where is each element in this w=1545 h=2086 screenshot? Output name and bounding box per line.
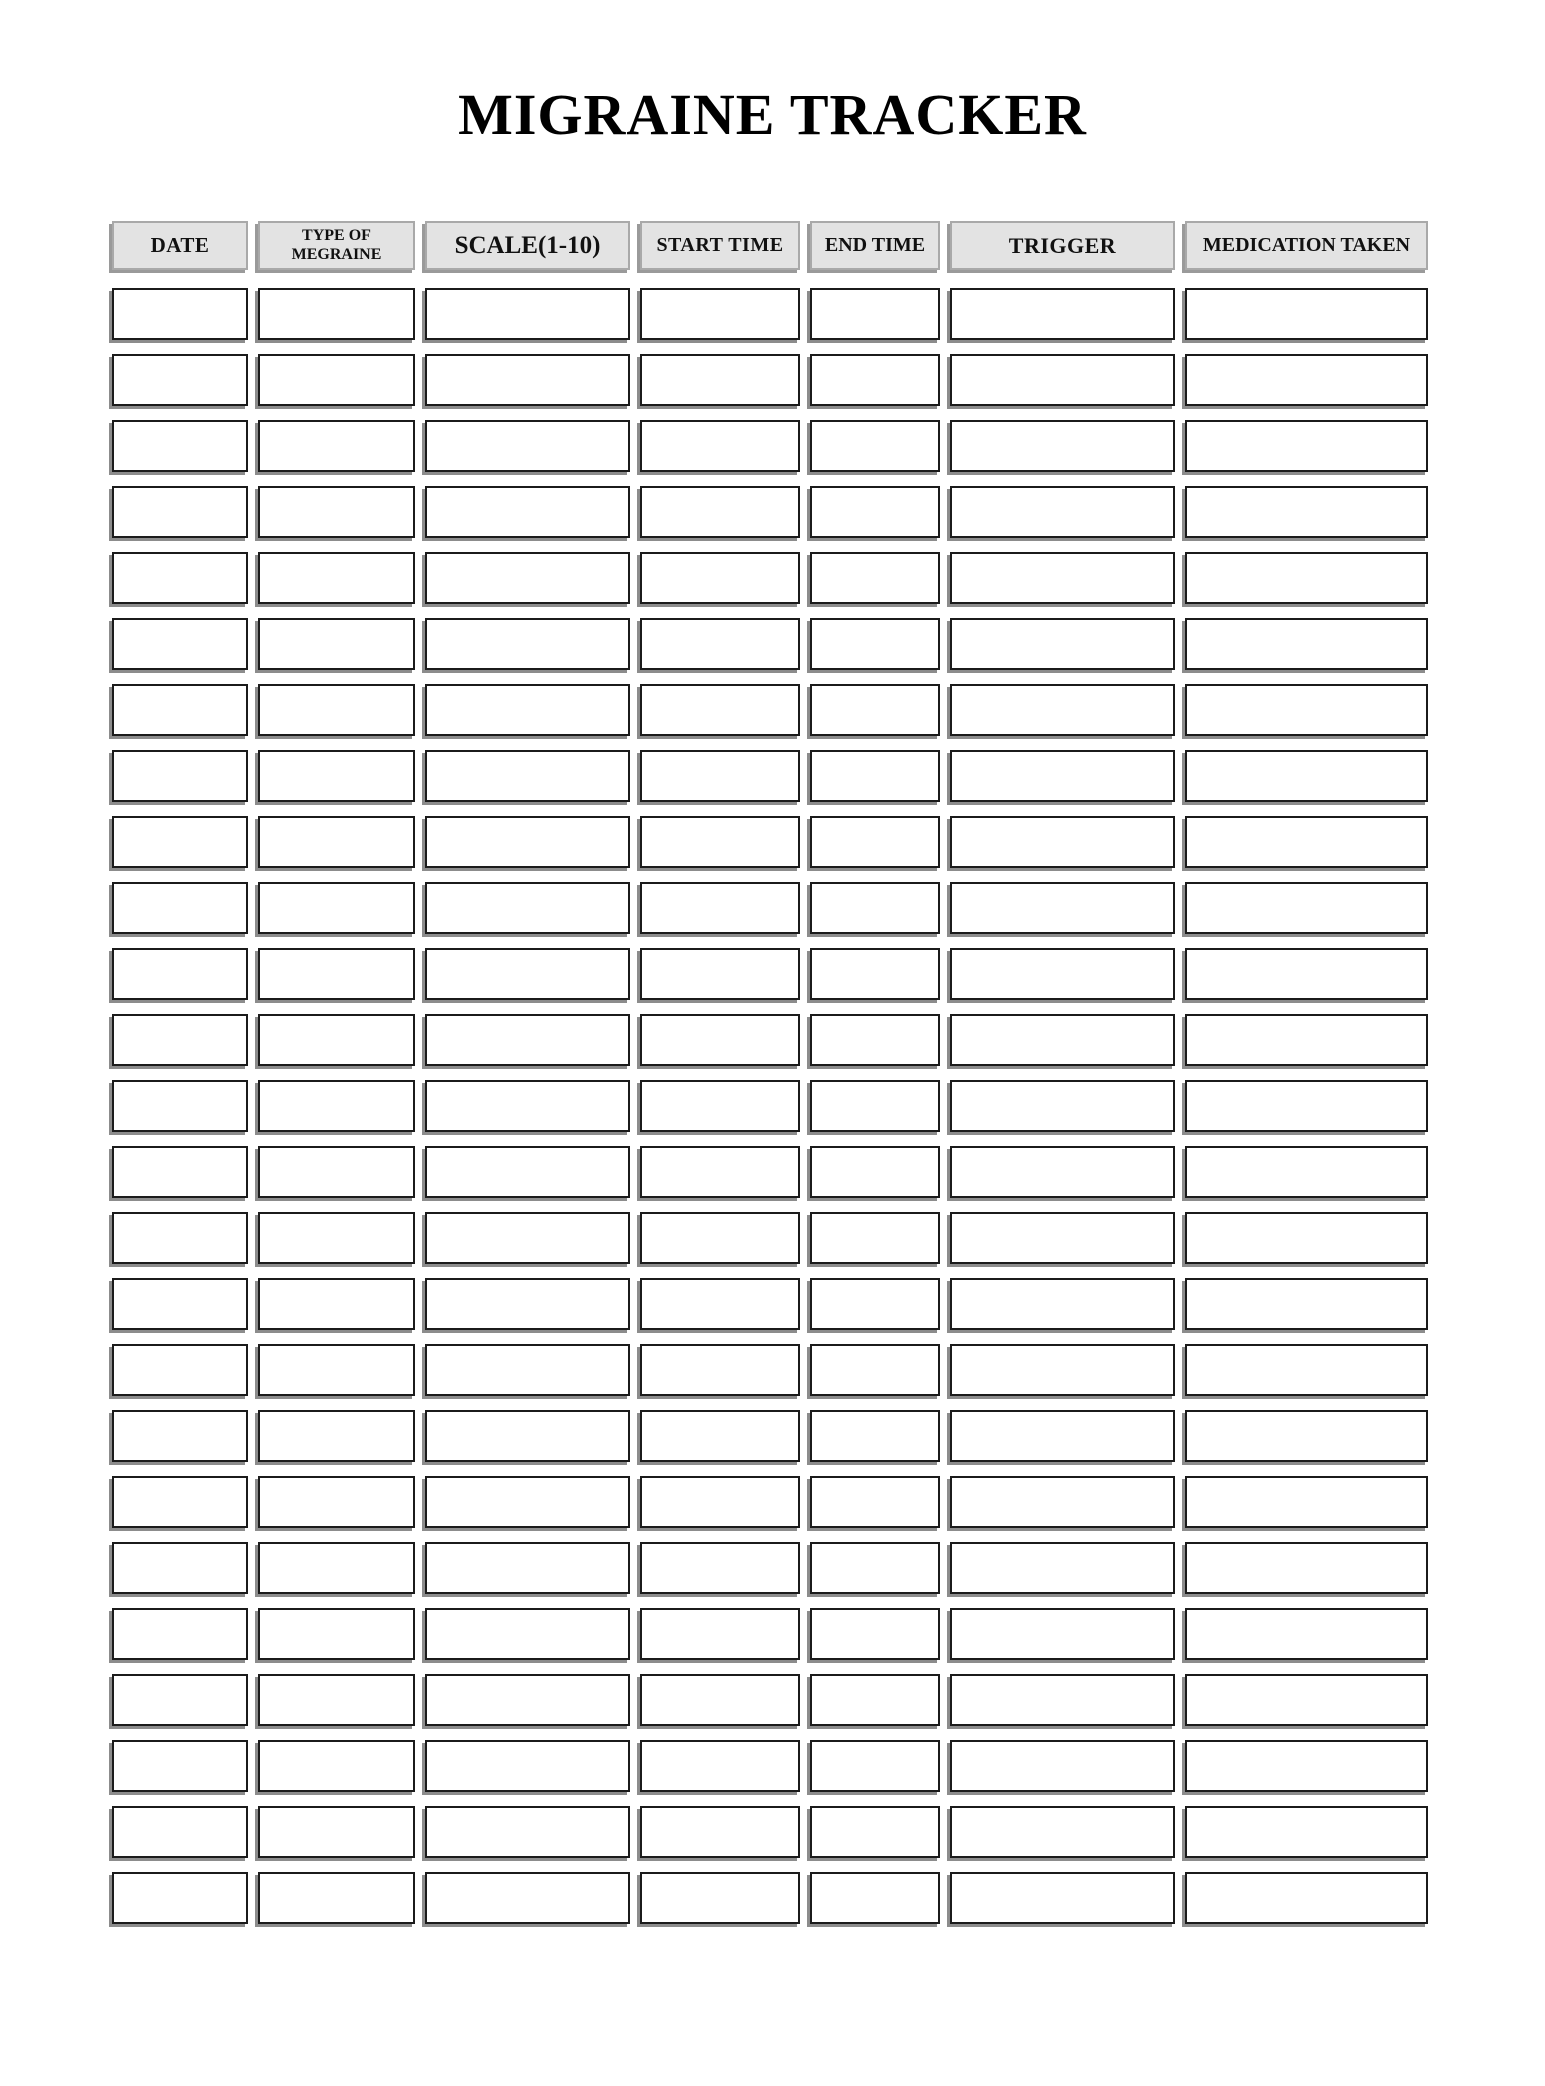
cell-type-of-megraine[interactable] bbox=[258, 882, 415, 934]
cell-scale[interactable] bbox=[425, 1410, 630, 1462]
cell-date[interactable] bbox=[112, 948, 248, 1000]
cell-end-time[interactable] bbox=[810, 1608, 940, 1660]
cell-type-of-megraine[interactable] bbox=[258, 1410, 415, 1462]
cell-start-time[interactable] bbox=[640, 1410, 800, 1462]
cell-type-of-megraine[interactable] bbox=[258, 1476, 415, 1528]
cell-scale[interactable] bbox=[425, 816, 630, 868]
cell-start-time[interactable] bbox=[640, 1080, 800, 1132]
cell-date[interactable] bbox=[112, 1410, 248, 1462]
cell-medication-taken[interactable] bbox=[1185, 1806, 1428, 1858]
cell-scale[interactable] bbox=[425, 486, 630, 538]
cell-end-time[interactable] bbox=[810, 1014, 940, 1066]
cell-start-time[interactable] bbox=[640, 1344, 800, 1396]
cell-start-time[interactable] bbox=[640, 816, 800, 868]
column-header-start-time: START TIME bbox=[640, 221, 800, 270]
cell-type-of-megraine[interactable] bbox=[258, 1542, 415, 1594]
cell-scale[interactable] bbox=[425, 288, 630, 340]
cell-medication-taken[interactable] bbox=[1185, 1542, 1428, 1594]
cell-medication-taken[interactable] bbox=[1185, 354, 1428, 406]
cell-trigger[interactable] bbox=[950, 684, 1175, 736]
cell-scale[interactable] bbox=[425, 552, 630, 604]
cell-end-time[interactable] bbox=[810, 948, 940, 1000]
cell-trigger[interactable] bbox=[950, 1872, 1175, 1924]
cell-trigger[interactable] bbox=[950, 1476, 1175, 1528]
cell-scale[interactable] bbox=[425, 1674, 630, 1726]
page-title: MIGRAINE TRACKER bbox=[458, 82, 1087, 147]
cell-type-of-megraine[interactable] bbox=[258, 1872, 415, 1924]
cell-medication-taken[interactable] bbox=[1185, 1740, 1428, 1792]
cell-start-time[interactable] bbox=[640, 1278, 800, 1330]
cell-date[interactable] bbox=[112, 816, 248, 868]
cell-start-time[interactable] bbox=[640, 948, 800, 1000]
cell-trigger[interactable] bbox=[950, 1212, 1175, 1264]
cell-trigger[interactable] bbox=[950, 1146, 1175, 1198]
cell-date[interactable] bbox=[112, 1740, 248, 1792]
cell-type-of-megraine[interactable] bbox=[258, 1080, 415, 1132]
cell-medication-taken[interactable] bbox=[1185, 1344, 1428, 1396]
cell-start-time[interactable] bbox=[640, 420, 800, 472]
cell-end-time[interactable] bbox=[810, 1740, 940, 1792]
cell-scale[interactable] bbox=[425, 882, 630, 934]
cell-date[interactable] bbox=[112, 1014, 248, 1066]
cell-date[interactable] bbox=[112, 420, 248, 472]
cell-medication-taken[interactable] bbox=[1185, 486, 1428, 538]
cell-date[interactable] bbox=[112, 618, 248, 670]
cell-scale[interactable] bbox=[425, 1740, 630, 1792]
cell-scale[interactable] bbox=[425, 1608, 630, 1660]
cell-type-of-megraine[interactable] bbox=[258, 552, 415, 604]
cell-trigger[interactable] bbox=[950, 1014, 1175, 1066]
cell-scale[interactable] bbox=[425, 354, 630, 406]
cell-trigger[interactable] bbox=[950, 948, 1175, 1000]
cell-end-time[interactable] bbox=[810, 1476, 940, 1528]
cell-date[interactable] bbox=[112, 1674, 248, 1726]
column-header-date: DATE bbox=[112, 221, 248, 270]
cell-type-of-megraine[interactable] bbox=[258, 1806, 415, 1858]
table-body bbox=[112, 288, 1428, 1924]
cell-date[interactable] bbox=[112, 1542, 248, 1594]
cell-end-time[interactable] bbox=[810, 1542, 940, 1594]
cell-type-of-megraine[interactable] bbox=[258, 1674, 415, 1726]
cell-date[interactable] bbox=[112, 288, 248, 340]
cell-medication-taken[interactable] bbox=[1185, 618, 1428, 670]
migraine-tracker-page bbox=[0, 82, 1545, 1924]
column-header-end-time: END TIME bbox=[810, 221, 940, 270]
cell-start-time[interactable] bbox=[640, 552, 800, 604]
cell-type-of-megraine[interactable] bbox=[258, 618, 415, 670]
cell-trigger[interactable] bbox=[950, 1806, 1175, 1858]
cell-start-time[interactable] bbox=[640, 1146, 800, 1198]
cell-trigger[interactable] bbox=[950, 1542, 1175, 1594]
cell-medication-taken[interactable] bbox=[1185, 750, 1428, 802]
cell-trigger[interactable] bbox=[950, 816, 1175, 868]
cell-start-time[interactable] bbox=[640, 288, 800, 340]
cell-medication-taken[interactable] bbox=[1185, 816, 1428, 868]
cell-scale[interactable] bbox=[425, 1344, 630, 1396]
cell-trigger[interactable] bbox=[950, 288, 1175, 340]
cell-type-of-megraine[interactable] bbox=[258, 948, 415, 1000]
cell-type-of-megraine[interactable] bbox=[258, 288, 415, 340]
cell-date[interactable] bbox=[112, 1608, 248, 1660]
cell-medication-taken[interactable] bbox=[1185, 1146, 1428, 1198]
cell-trigger[interactable] bbox=[950, 618, 1175, 670]
cell-trigger[interactable] bbox=[950, 486, 1175, 538]
cell-date[interactable] bbox=[112, 354, 248, 406]
cell-trigger[interactable] bbox=[950, 1740, 1175, 1792]
cell-end-time[interactable] bbox=[810, 684, 940, 736]
cell-end-time[interactable] bbox=[810, 486, 940, 538]
cell-medication-taken[interactable] bbox=[1185, 882, 1428, 934]
cell-end-time[interactable] bbox=[810, 1344, 940, 1396]
cell-trigger[interactable] bbox=[950, 552, 1175, 604]
cell-medication-taken[interactable] bbox=[1185, 1014, 1428, 1066]
cell-start-time[interactable] bbox=[640, 750, 800, 802]
cell-end-time[interactable] bbox=[810, 1212, 940, 1264]
cell-medication-taken[interactable] bbox=[1185, 948, 1428, 1000]
cell-medication-taken[interactable] bbox=[1185, 552, 1428, 604]
cell-scale[interactable] bbox=[425, 1146, 630, 1198]
cell-medication-taken[interactable] bbox=[1185, 1476, 1428, 1528]
cell-end-time[interactable] bbox=[810, 1806, 940, 1858]
cell-medication-taken[interactable] bbox=[1185, 1080, 1428, 1132]
cell-date[interactable] bbox=[112, 684, 248, 736]
cell-end-time[interactable] bbox=[810, 618, 940, 670]
cell-start-time[interactable] bbox=[640, 1476, 800, 1528]
cell-end-time[interactable] bbox=[810, 816, 940, 868]
cell-type-of-megraine[interactable] bbox=[258, 1146, 415, 1198]
cell-date[interactable] bbox=[112, 1146, 248, 1198]
cell-trigger[interactable] bbox=[950, 750, 1175, 802]
cell-scale[interactable] bbox=[425, 1014, 630, 1066]
cell-date[interactable] bbox=[112, 1212, 248, 1264]
cell-start-time[interactable] bbox=[640, 1608, 800, 1660]
cell-start-time[interactable] bbox=[640, 354, 800, 406]
cell-scale[interactable] bbox=[425, 1476, 630, 1528]
cell-end-time[interactable] bbox=[810, 1410, 940, 1462]
cell-date[interactable] bbox=[112, 1278, 248, 1330]
cell-start-time[interactable] bbox=[640, 1740, 800, 1792]
cell-medication-taken[interactable] bbox=[1185, 1212, 1428, 1264]
cell-scale[interactable] bbox=[425, 1806, 630, 1858]
cell-type-of-megraine[interactable] bbox=[258, 354, 415, 406]
cell-end-time[interactable] bbox=[810, 552, 940, 604]
cell-start-time[interactable] bbox=[640, 1542, 800, 1594]
cell-scale[interactable] bbox=[425, 1278, 630, 1330]
cell-start-time[interactable] bbox=[640, 1212, 800, 1264]
cell-type-of-megraine[interactable] bbox=[258, 816, 415, 868]
column-header-scale: SCALE(1-10) bbox=[425, 221, 630, 270]
cell-type-of-megraine[interactable] bbox=[258, 1278, 415, 1330]
cell-medication-taken[interactable] bbox=[1185, 684, 1428, 736]
cell-end-time[interactable] bbox=[810, 1278, 940, 1330]
cell-trigger[interactable] bbox=[950, 1278, 1175, 1330]
cell-medication-taken[interactable] bbox=[1185, 1278, 1428, 1330]
cell-start-time[interactable] bbox=[640, 684, 800, 736]
cell-start-time[interactable] bbox=[640, 1806, 800, 1858]
cell-trigger[interactable] bbox=[950, 1344, 1175, 1396]
cell-trigger[interactable] bbox=[950, 1608, 1175, 1660]
column-header-trigger: TRIGGER bbox=[950, 221, 1175, 270]
cell-trigger[interactable] bbox=[950, 1080, 1175, 1132]
cell-trigger[interactable] bbox=[950, 1410, 1175, 1462]
cell-medication-taken[interactable] bbox=[1185, 1410, 1428, 1462]
cell-type-of-megraine[interactable] bbox=[258, 1344, 415, 1396]
cell-end-time[interactable] bbox=[810, 1674, 940, 1726]
cell-trigger[interactable] bbox=[950, 354, 1175, 406]
cell-start-time[interactable] bbox=[640, 882, 800, 934]
cell-scale[interactable] bbox=[425, 750, 630, 802]
cell-start-time[interactable] bbox=[640, 618, 800, 670]
cell-type-of-megraine[interactable] bbox=[258, 1608, 415, 1660]
cell-end-time[interactable] bbox=[810, 1146, 940, 1198]
cell-scale[interactable] bbox=[425, 1872, 630, 1924]
cell-scale[interactable] bbox=[425, 684, 630, 736]
cell-start-time[interactable] bbox=[640, 1872, 800, 1924]
cell-medication-taken[interactable] bbox=[1185, 288, 1428, 340]
table-header-row bbox=[112, 221, 1428, 270]
cell-scale[interactable] bbox=[425, 1080, 630, 1132]
cell-end-time[interactable] bbox=[810, 1080, 940, 1132]
cell-medication-taken[interactable] bbox=[1185, 420, 1428, 472]
tracker-table bbox=[112, 221, 1428, 1924]
cell-medication-taken[interactable] bbox=[1185, 1872, 1428, 1924]
cell-scale[interactable] bbox=[425, 420, 630, 472]
cell-trigger[interactable] bbox=[950, 882, 1175, 934]
cell-end-time[interactable] bbox=[810, 882, 940, 934]
cell-end-time[interactable] bbox=[810, 1872, 940, 1924]
column-header-medication-taken: MEDICATION TAKEN bbox=[1185, 221, 1428, 270]
cell-medication-taken[interactable] bbox=[1185, 1608, 1428, 1660]
cell-type-of-megraine[interactable] bbox=[258, 420, 415, 472]
cell-scale[interactable] bbox=[425, 948, 630, 1000]
column-header-type-of-megraine: TYPE OF MEGRAINE bbox=[258, 221, 415, 270]
cell-type-of-megraine[interactable] bbox=[258, 750, 415, 802]
cell-scale[interactable] bbox=[425, 618, 630, 670]
cell-date[interactable] bbox=[112, 1806, 248, 1858]
cell-date[interactable] bbox=[112, 1080, 248, 1132]
cell-start-time[interactable] bbox=[640, 486, 800, 538]
cell-date[interactable] bbox=[112, 1872, 248, 1924]
cell-end-time[interactable] bbox=[810, 354, 940, 406]
cell-type-of-megraine[interactable] bbox=[258, 1740, 415, 1792]
cell-type-of-megraine[interactable] bbox=[258, 684, 415, 736]
cell-scale[interactable] bbox=[425, 1542, 630, 1594]
cell-end-time[interactable] bbox=[810, 288, 940, 340]
cell-trigger[interactable] bbox=[950, 1674, 1175, 1726]
cell-type-of-megraine[interactable] bbox=[258, 486, 415, 538]
cell-end-time[interactable] bbox=[810, 750, 940, 802]
cell-scale[interactable] bbox=[425, 1212, 630, 1264]
cell-date[interactable] bbox=[112, 1476, 248, 1528]
cell-type-of-megraine[interactable] bbox=[258, 1014, 415, 1066]
cell-type-of-megraine[interactable] bbox=[258, 1212, 415, 1264]
cell-date[interactable] bbox=[112, 552, 248, 604]
cell-end-time[interactable] bbox=[810, 420, 940, 472]
cell-date[interactable] bbox=[112, 750, 248, 802]
cell-date[interactable] bbox=[112, 486, 248, 538]
cell-medication-taken[interactable] bbox=[1185, 1674, 1428, 1726]
cell-date[interactable] bbox=[112, 882, 248, 934]
cell-start-time[interactable] bbox=[640, 1014, 800, 1066]
cell-start-time[interactable] bbox=[640, 1674, 800, 1726]
cell-date[interactable] bbox=[112, 1344, 248, 1396]
cell-trigger[interactable] bbox=[950, 420, 1175, 472]
